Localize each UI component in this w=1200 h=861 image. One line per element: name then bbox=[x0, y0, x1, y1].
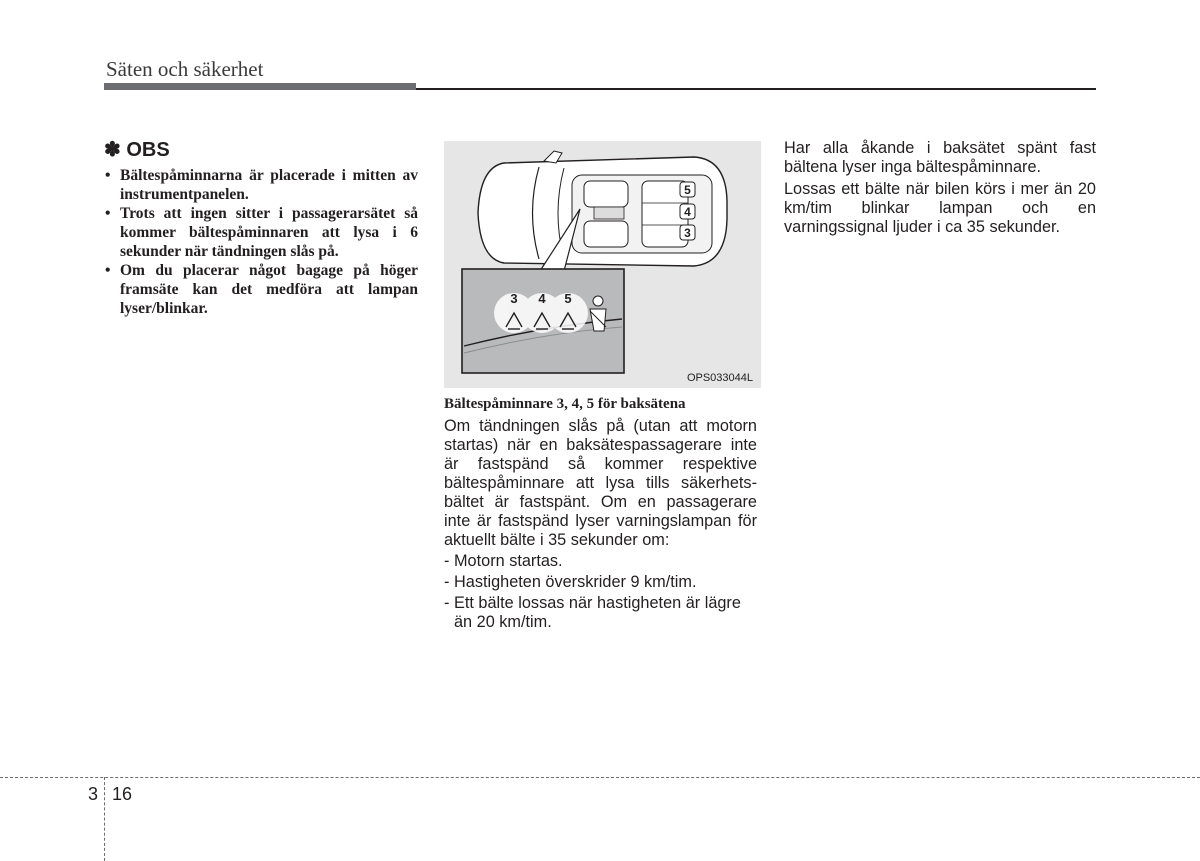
condition-item: - Hastigheten överskrider 9 km/tim. bbox=[444, 573, 697, 591]
dash-icon: - bbox=[444, 573, 450, 591]
indicator-label: 4 bbox=[538, 291, 546, 306]
footer-vertical-rule bbox=[104, 777, 105, 861]
dash-icon: - bbox=[444, 594, 450, 612]
obs-item: • Bältespåminnarna är placerade i mitten av instrumentpanelen. bbox=[105, 167, 418, 203]
middle-body bbox=[444, 417, 757, 634]
seatbelt-reminder-figure bbox=[444, 141, 761, 388]
condition-list bbox=[444, 552, 757, 632]
indicator-label: 5 bbox=[564, 291, 572, 306]
seat-label: 5 bbox=[684, 183, 691, 197]
page-number: 16 bbox=[112, 784, 133, 804]
body-paragraph: Om tändningen slås på (utan att motorn startas) när en baksätespassagerare inte är fastspänd så kommer respektive bältespåminnare att lysa tills säkerhets-bältet är fastspänt. Om en passagerare inte är fastspänd lyser varningslampan för aktuellt bälte i 35 sekunder om: bbox=[444, 417, 757, 549]
figure-caption: Bältespåminnare 3, 4, 5 för baksätena bbox=[444, 396, 686, 412]
condition-item: - Motorn startas. bbox=[444, 552, 563, 570]
seat-label: 3 bbox=[684, 226, 691, 240]
car-top-view-illustration bbox=[444, 141, 761, 388]
bullet-icon: • bbox=[105, 205, 111, 222]
chapter-number: 3 bbox=[88, 784, 99, 804]
obs-item: • Trots att ingen sitter i passagerarsätet så kommer bältespåminnaren att lysa i 6 sekunder när tändningen slås på. bbox=[105, 205, 418, 260]
right-column bbox=[784, 139, 1096, 240]
bullet-icon: • bbox=[105, 262, 111, 279]
indicator-label: 3 bbox=[510, 291, 518, 306]
header-rule-thin bbox=[416, 88, 1096, 90]
header-rule-thick bbox=[104, 83, 416, 90]
bullet-icon: • bbox=[105, 167, 111, 184]
obs-list bbox=[104, 166, 418, 318]
figure-code: OPS033044L bbox=[686, 372, 753, 384]
footer-rule bbox=[0, 777, 1200, 778]
dash-icon: - bbox=[444, 552, 450, 570]
page-header-title: Säten och säkerhet bbox=[106, 57, 264, 81]
body-paragraph: Lossas ett bälte när bilen körs i mer än 20 km/tim blinkar lampan och en varningssignal ljuder i ca 35 sekunder. bbox=[784, 180, 1096, 236]
obs-note bbox=[104, 138, 418, 318]
seat-label: 4 bbox=[684, 205, 691, 219]
condition-item: - Ett bälte lossas när hastigheten är lägre än 20 km/tim. bbox=[444, 594, 741, 631]
body-paragraph: Har alla åkande i baksätet spänt fast bältena lyser inga bältespåminnare. bbox=[784, 139, 1096, 176]
obs-heading: ✽ OBS bbox=[104, 139, 170, 161]
obs-item: • Om du placerar något bagage på höger framsäte kan det medföra att lampan lyser/blinkar. bbox=[105, 262, 418, 317]
